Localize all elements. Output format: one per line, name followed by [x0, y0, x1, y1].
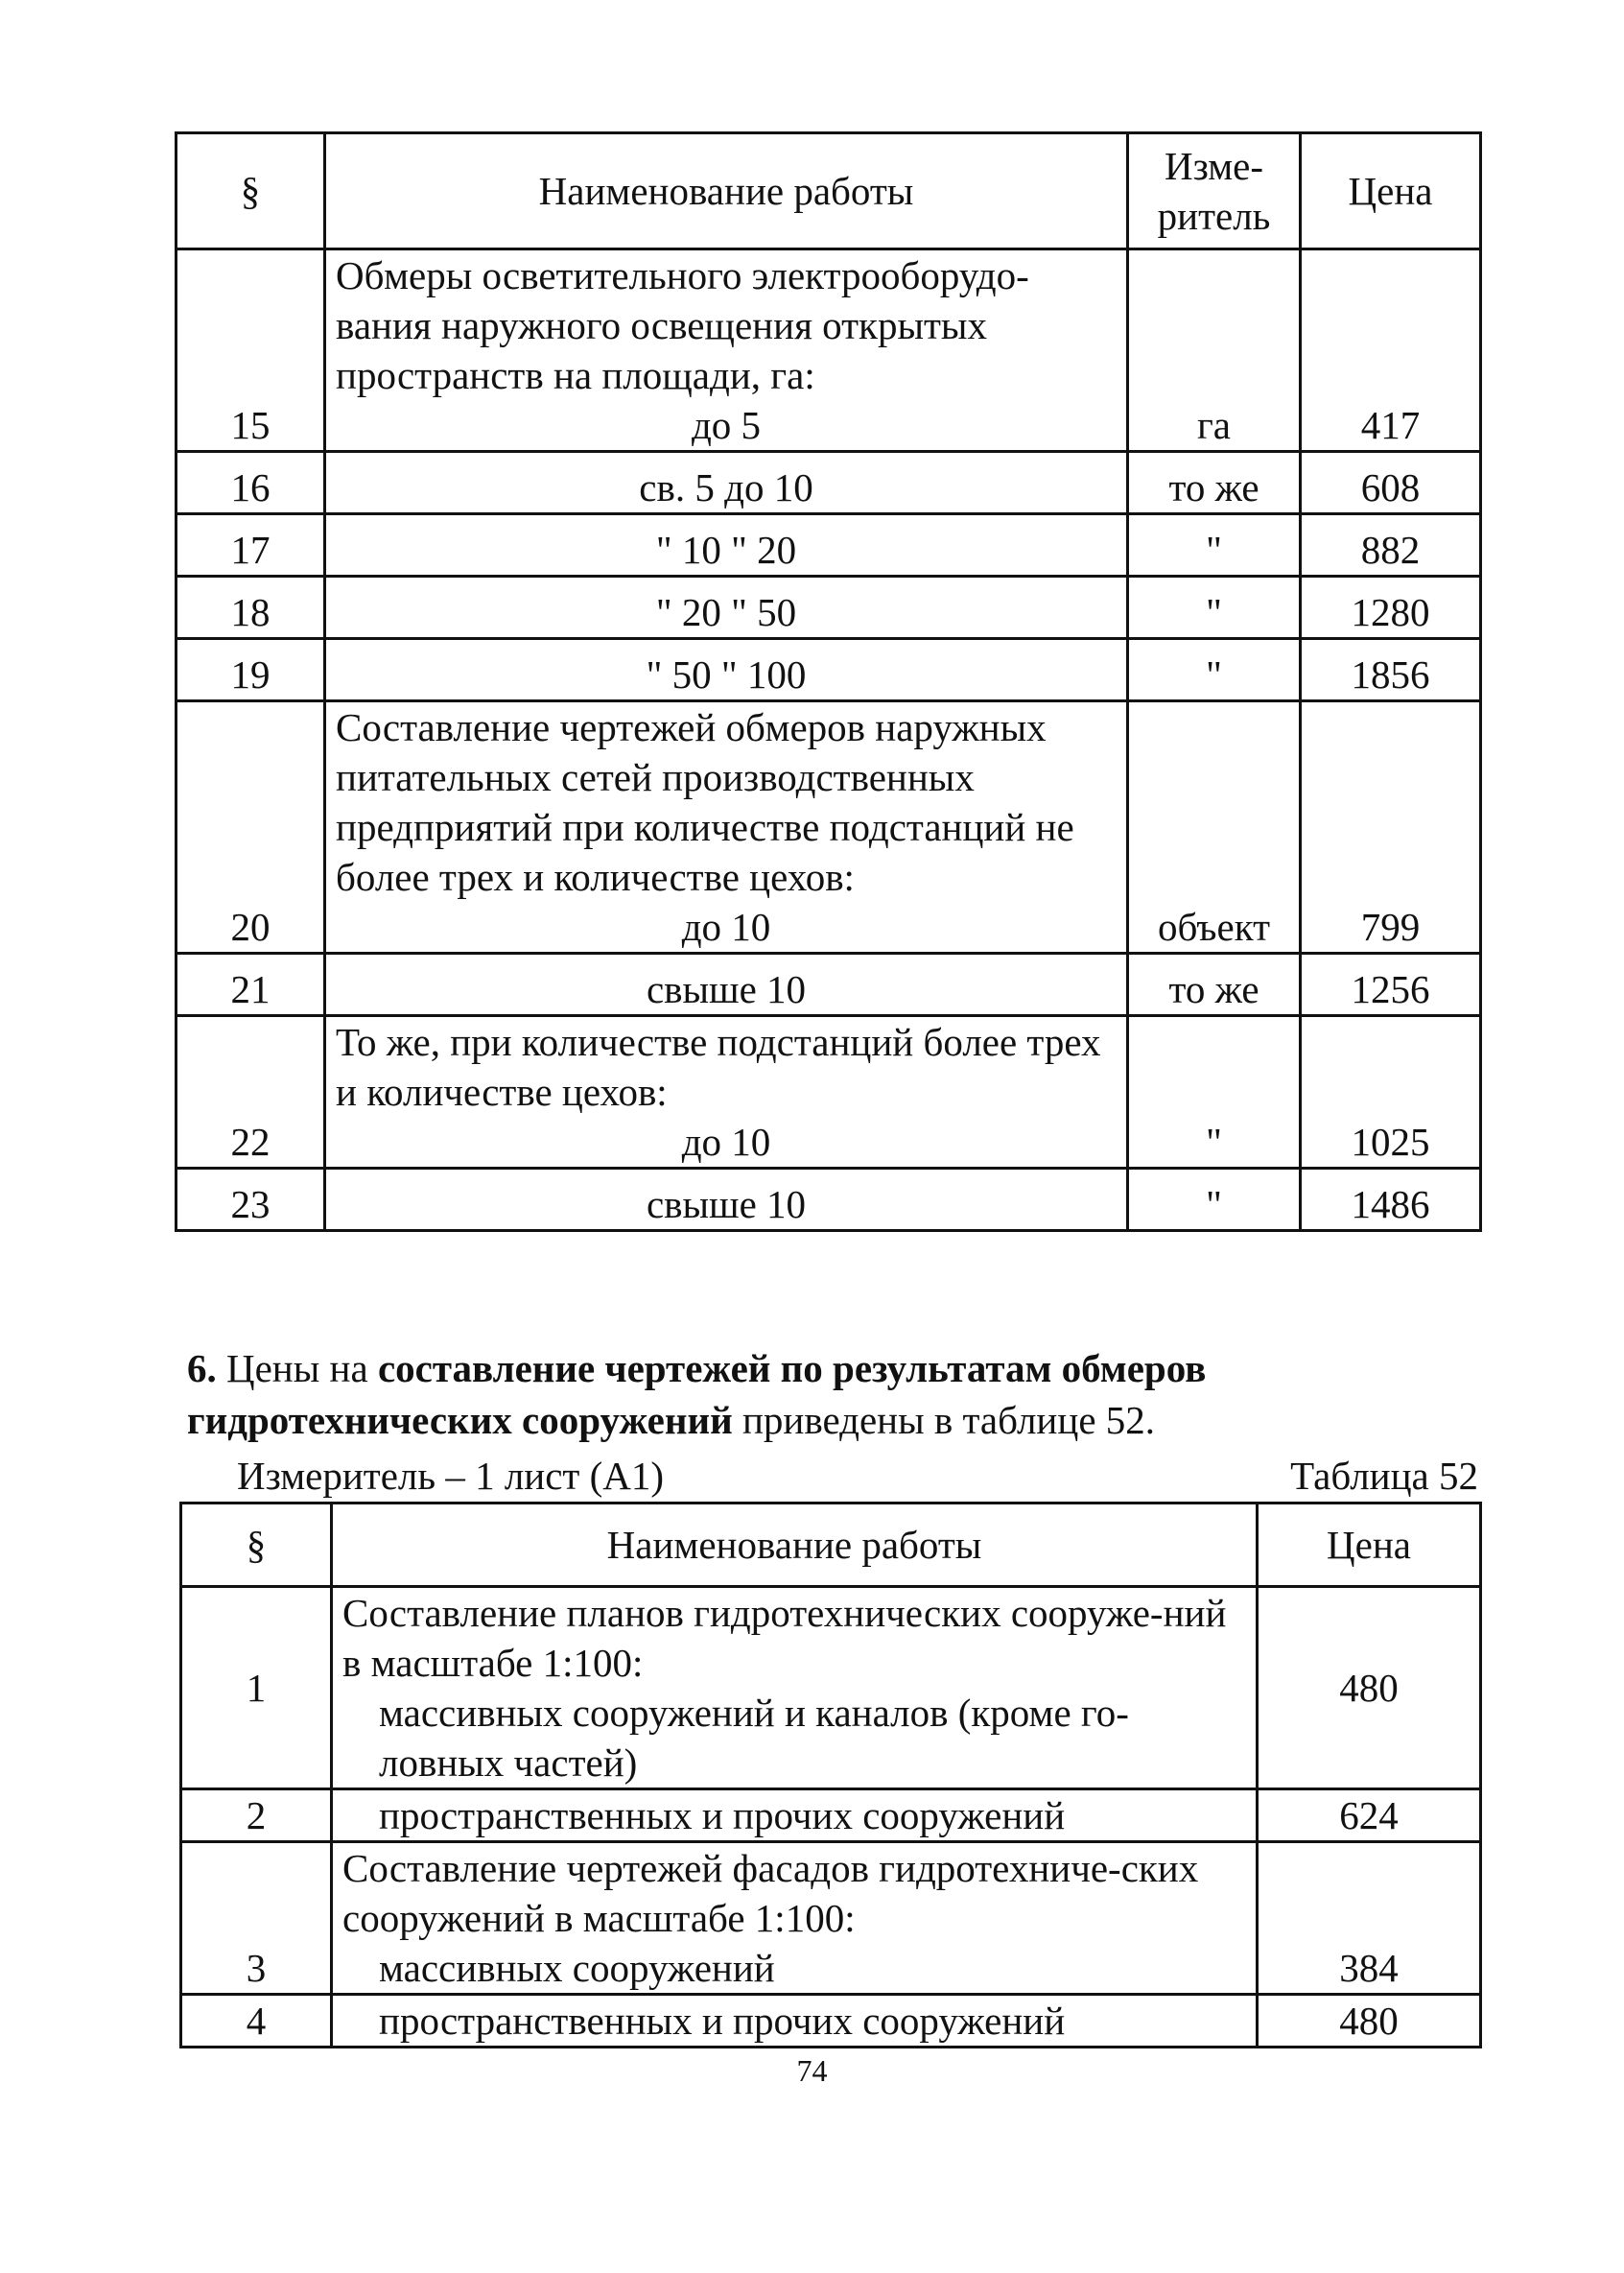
- row-unit: ": [1128, 514, 1301, 577]
- row-num: 21: [177, 954, 325, 1016]
- group-description: Составление чертежей фасадов гидротехниче-ских сооружений в масштабе 1:100:: [342, 1846, 1199, 1940]
- row-name: св. 5 до 10: [325, 452, 1128, 514]
- paragraph-bold-text: составление чертежей по результатам обмеров гидротехнических сооружений: [187, 1346, 1207, 1442]
- price-table-52: [179, 1502, 1482, 2048]
- table-header-row: [177, 133, 1481, 249]
- row-name-text: пространственных и прочих сооружений: [379, 1793, 1066, 1837]
- row-price: 384: [1258, 1842, 1481, 1995]
- table-row: [177, 1169, 1481, 1231]
- row-price: 799: [1301, 701, 1481, 954]
- row-unit: то же: [1128, 954, 1301, 1016]
- paragraph-text: приведены в таблице 52.: [732, 1398, 1156, 1442]
- row-unit: ": [1128, 1169, 1301, 1231]
- row-name: [325, 1016, 1128, 1169]
- row-name: " 10 " 20: [325, 514, 1128, 577]
- row-num: 16: [177, 452, 325, 514]
- row-unit: га: [1128, 249, 1301, 452]
- row-price: 480: [1258, 1587, 1481, 1789]
- row-unit: ": [1128, 639, 1301, 701]
- header-unit: Изме-ритель: [1128, 133, 1301, 249]
- paragraph-number: 6.: [187, 1346, 217, 1390]
- row-name-text: до 10: [681, 1120, 771, 1164]
- row-num: 22: [177, 1016, 325, 1169]
- row-unit: объект: [1128, 701, 1301, 954]
- row-price: 608: [1301, 452, 1481, 514]
- table-row: [177, 514, 1481, 577]
- table-row: [181, 1842, 1481, 1995]
- table-row: [177, 577, 1481, 639]
- table-row: [181, 1789, 1481, 1842]
- row-unit: ": [1128, 1016, 1301, 1169]
- row-num: 2: [181, 1789, 332, 1842]
- row-name: свыше 10: [325, 954, 1128, 1016]
- group-description: Составление чертежей обмеров наружных питательных сетей производственных предприятий при количестве подстанций не более трех и количестве цехов:: [336, 705, 1074, 899]
- row-price: 1256: [1301, 954, 1481, 1016]
- group-description: То же, при количестве подстанций более трех и количестве цехов:: [336, 1020, 1101, 1114]
- header-section: §: [181, 1503, 332, 1587]
- row-name: [332, 1587, 1258, 1789]
- row-num: 3: [181, 1842, 332, 1995]
- header-section: §: [177, 133, 325, 249]
- table-row: [177, 249, 1481, 452]
- row-unit: то же: [1128, 452, 1301, 514]
- table-row: [177, 701, 1481, 954]
- row-num: 20: [177, 701, 325, 954]
- section-paragraph: [187, 1342, 1477, 1446]
- group-description: Обмеры осветительного электрооборудо-вания наружного освещения открытых пространств на площади, га:: [336, 253, 1029, 397]
- row-price: 1280: [1301, 577, 1481, 639]
- row-name: свыше 10: [325, 1169, 1128, 1231]
- row-name-text: до 10: [681, 905, 771, 949]
- page-number: 74: [796, 2053, 828, 2088]
- group-description: Составление планов гидротехнических сооруже-ний в масштабе 1:100:: [342, 1591, 1227, 1685]
- row-name-text: массивных сооружений и каналов (кроме го-ловных частей): [379, 1691, 1129, 1785]
- row-price: 480: [1258, 1995, 1481, 2048]
- row-num: 17: [177, 514, 325, 577]
- row-num: 18: [177, 577, 325, 639]
- row-name: [332, 1995, 1258, 2048]
- row-price: 417: [1301, 249, 1481, 452]
- row-num: 4: [181, 1995, 332, 2048]
- row-unit: ": [1128, 577, 1301, 639]
- row-price: 1486: [1301, 1169, 1481, 1231]
- header-name: Наименование работы: [325, 133, 1128, 249]
- header-name: Наименование работы: [332, 1503, 1258, 1587]
- row-num: 23: [177, 1169, 325, 1231]
- table-header-row: [181, 1503, 1481, 1587]
- table-row: [181, 1587, 1481, 1789]
- table-row: [177, 954, 1481, 1016]
- row-num: 19: [177, 639, 325, 701]
- row-price: 624: [1258, 1789, 1481, 1842]
- table-row: [181, 1995, 1481, 2048]
- row-num: 15: [177, 249, 325, 452]
- row-num: 1: [181, 1587, 332, 1789]
- row-name-text: массивных сооружений: [379, 1946, 775, 1990]
- header-price: Цена: [1258, 1503, 1481, 1587]
- row-name-text: пространственных и прочих сооружений: [379, 1999, 1066, 2043]
- header-price: Цена: [1301, 133, 1481, 249]
- row-name: " 20 " 50: [325, 577, 1128, 639]
- row-name: [325, 249, 1128, 452]
- row-name: [332, 1789, 1258, 1842]
- table-number-caption: Таблица 52: [1290, 1454, 1478, 1498]
- row-price: 882: [1301, 514, 1481, 577]
- row-price: 1856: [1301, 639, 1481, 701]
- row-name-text: до 5: [691, 403, 762, 447]
- row-name: " 50 " 100: [325, 639, 1128, 701]
- row-price: 1025: [1301, 1016, 1481, 1169]
- table-unit-caption: Измеритель – 1 лист (А1): [237, 1454, 665, 1498]
- table-row: [177, 452, 1481, 514]
- price-table-top: [175, 131, 1482, 1232]
- table-row: [177, 639, 1481, 701]
- row-name: [325, 701, 1128, 954]
- paragraph-text: Цены на: [216, 1346, 378, 1390]
- row-name: [332, 1842, 1258, 1995]
- table-row: [177, 1016, 1481, 1169]
